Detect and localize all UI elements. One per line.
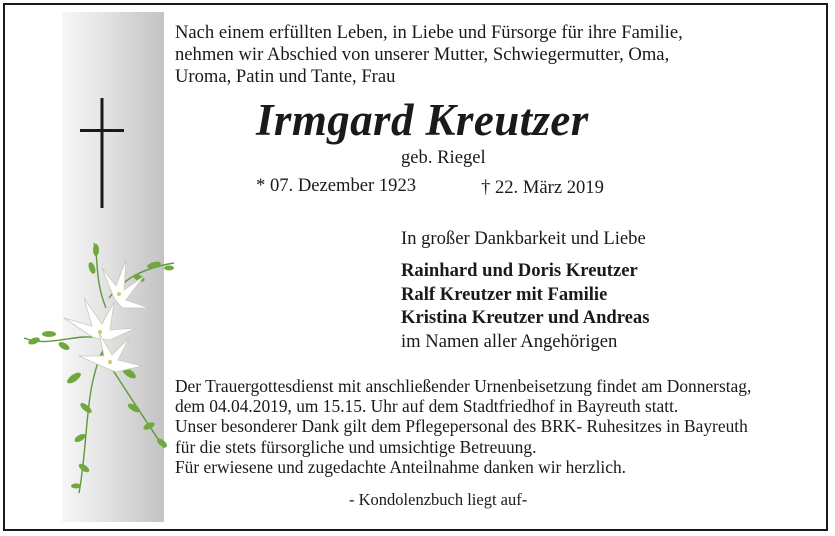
lily-flowers-icon xyxy=(14,238,194,498)
mourner-entry: Kristina Kreutzer und Andreas xyxy=(401,307,650,328)
service-info xyxy=(175,376,751,477)
maiden-name: geb. Riegel xyxy=(401,147,486,168)
service-line: Für erwiesene und zugedachte Anteilnahme danken wir herzlich. xyxy=(175,456,627,477)
intro-text xyxy=(175,22,683,88)
deceased-name: Irmgard Kreutzer xyxy=(256,95,589,145)
intro-line: Nach einem erfüllten Leben, in Liebe und Fürsorge für ihre Familie, xyxy=(175,22,683,43)
condolence-note: - Kondolenzbuch liegt auf- xyxy=(349,490,528,509)
on-behalf-line: im Namen aller Angehörigen xyxy=(401,330,618,352)
service-line: Unser besonderer Dank gilt dem Pflegepersonal des BRK- Ruhesitzes in Bayreuth xyxy=(175,416,748,437)
mourner-entry: Rainhard und Doris Kreutzer xyxy=(401,260,638,281)
cross-icon xyxy=(80,98,124,208)
intro-line: Uroma, Patin und Tante, Frau xyxy=(175,66,396,87)
mourner-entry: Ralf Kreutzer mit Familie xyxy=(401,283,608,305)
intro-line: nehmen wir Abschied von unserer Mutter, Schwiegermutter, Oma, xyxy=(175,44,670,65)
service-line: für die stets fürsorgliche und umsichtige Betreuung. xyxy=(175,436,537,457)
service-line: Der Trauergottesdienst mit anschließender Urnenbeisetzung findet am Donnerstag, xyxy=(175,376,752,396)
service-line: dem 04.04.2019, um 15.15. Uhr auf dem Stadtfriedhof in Bayreuth statt. xyxy=(175,396,679,417)
thanks-line: In großer Dankbarkeit und Liebe xyxy=(401,228,646,249)
mourners-list xyxy=(401,259,649,353)
death-date: † 22. März 2019 xyxy=(481,177,604,198)
birth-date: * 07. Dezember 1923 xyxy=(256,175,417,196)
